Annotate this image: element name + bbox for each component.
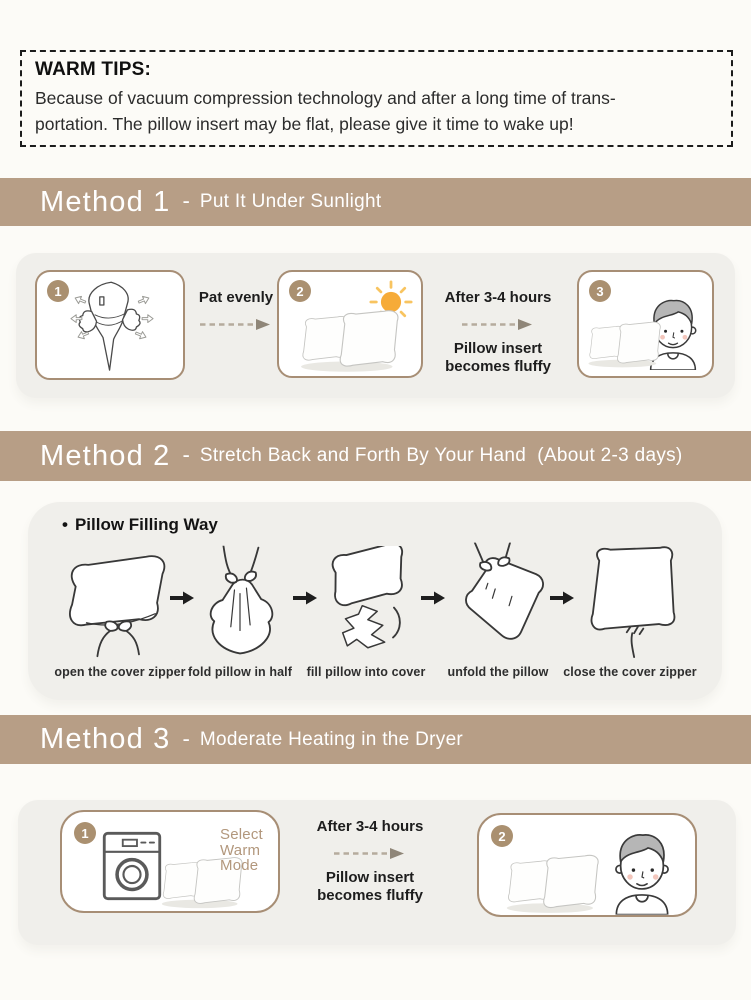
method1-step1-box: [35, 270, 185, 380]
right-arrow-icon: [549, 590, 575, 607]
note-line: Mode: [220, 857, 259, 874]
pillow-filling-way-title: [62, 515, 218, 535]
method-3-banner: [0, 715, 751, 764]
method-2-title: Method 2: [40, 439, 171, 472]
pillow-pair-icon: [583, 312, 665, 374]
method-3-panel: [18, 800, 736, 945]
step-number-badge: 2: [491, 825, 513, 847]
method-1-banner: [0, 178, 751, 226]
bullet-icon: •: [62, 515, 68, 534]
dashed-arrow-icon: [199, 318, 273, 331]
method3-step2-box: [477, 813, 697, 917]
method-1-dash: -: [182, 188, 190, 213]
step-number-badge: 1: [47, 280, 69, 302]
dashed-arrow-icon: [461, 318, 535, 331]
method-1-panel: [16, 253, 735, 398]
unfold-pillow-icon: [447, 542, 549, 660]
method-3-title: Method 3: [40, 723, 171, 755]
step-caption: close the cover zipper: [563, 665, 697, 679]
method-2-dash: -: [182, 442, 190, 467]
fluffy-line-1: Pillow insert: [325, 869, 415, 886]
pillow-pair-icon: [293, 304, 405, 374]
method1-step2-box: [277, 270, 423, 378]
step-number-badge: 3: [589, 280, 611, 302]
shake-pillow-icon: [45, 279, 179, 375]
warm-tips-line-1: Because of vacuum compression technology and after a long time of trans-: [35, 88, 616, 108]
step-number-badge: 2: [289, 280, 311, 302]
step-caption: fill pillow into cover: [306, 665, 426, 679]
close-zipper-icon: [577, 546, 683, 658]
method-3-dash: -: [182, 725, 190, 751]
happy-man-icon: [595, 827, 689, 915]
method3-after-hours-block: [310, 818, 430, 905]
right-arrow-icon: [292, 590, 318, 607]
method-2-panel: [28, 502, 722, 700]
method1-pat-evenly-block: [188, 289, 284, 340]
pat-evenly-label: Pat evenly: [198, 289, 274, 306]
fluffy-line-2: becomes fluffy: [317, 887, 423, 904]
method-1-title: Method 1: [40, 185, 171, 218]
step-caption: unfold the pillow: [447, 665, 549, 679]
method-2-banner: [0, 431, 751, 481]
right-arrow-icon: [169, 590, 195, 607]
method-3-subtitle: Moderate Heating in the Dryer: [199, 728, 464, 750]
warm-tips-line-2: portation. The pillow insert may be flat, please give it time to wake up!: [35, 114, 574, 134]
section-title-text: Pillow Filling Way: [74, 515, 218, 534]
step-caption: fold pillow in half: [188, 665, 292, 679]
after-hours-label: After 3-4 hours: [444, 289, 552, 306]
open-zipper-icon: [58, 554, 182, 658]
fill-pillow-icon: [310, 546, 422, 658]
select-warm-mode-note: [220, 827, 263, 874]
fluffy-line-2: becomes fluffy: [445, 358, 551, 375]
method1-after-hours-block: [442, 289, 554, 376]
method1-step3-box: [577, 270, 714, 378]
fold-pillow-icon: [194, 544, 286, 658]
pillow-pair-icon: [497, 849, 607, 915]
method3-step1-box: [60, 810, 280, 913]
right-arrow-icon: [420, 590, 446, 607]
after-hours-label: After 3-4 hours: [316, 818, 424, 835]
step-caption: open the cover zipper: [54, 665, 186, 679]
note-line: Select: [220, 826, 263, 843]
step-number-badge: 1: [74, 822, 96, 844]
dashed-arrow-icon: [333, 847, 407, 860]
note-line: Warm: [220, 841, 261, 859]
method-2-subtitle: Stretch Back and Forth By Your Hand (About 2-3 days): [199, 445, 683, 466]
warm-tips-box: [20, 50, 733, 147]
warm-tips-title: WARM TIPS:: [35, 59, 151, 80]
fluffy-line-1: Pillow insert: [453, 340, 543, 357]
method-1-subtitle: Put It Under Sunlight: [199, 191, 382, 212]
